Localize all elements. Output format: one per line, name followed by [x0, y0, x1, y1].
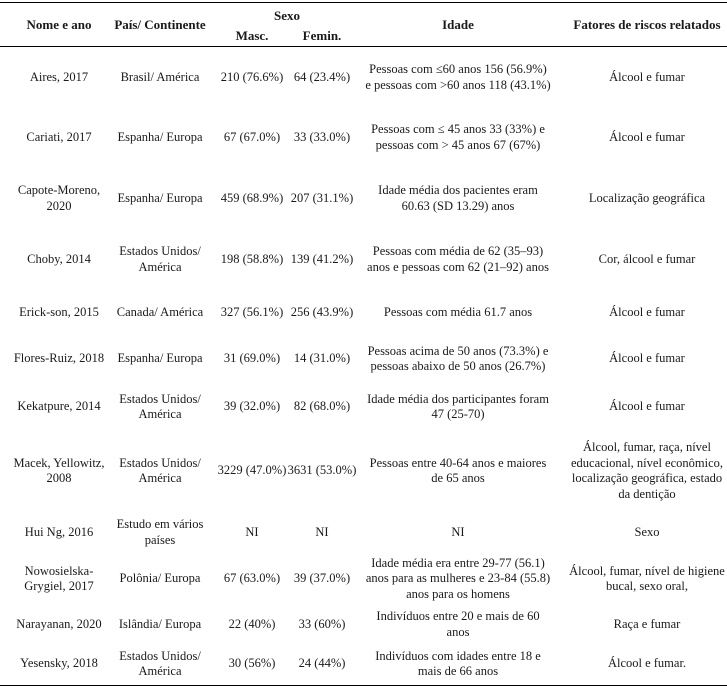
- cell-femin: 33 (33.0%): [293, 129, 351, 144]
- cell-femin: 207 (31.1%): [290, 190, 354, 205]
- cell-femin: 39 (37.0%): [293, 571, 351, 586]
- cell-masc: 39 (32.0%): [223, 399, 281, 414]
- cell-nome: Hui Ng, 2016: [24, 524, 94, 539]
- cell-nome: Narayanan, 2020: [16, 616, 102, 631]
- table-row: [0, 512, 727, 553]
- table-row: [0, 227, 727, 292]
- cell-nome: Aires, 2017: [29, 69, 89, 84]
- table-row: [0, 105, 727, 170]
- cell-fatores: Raça e fumar: [613, 616, 681, 631]
- table-row: [0, 605, 727, 644]
- cell-pais: Canada/ América: [116, 305, 204, 320]
- header-idade: Idade: [442, 17, 474, 32]
- cell-nome: Flores-Ruiz, 2018: [13, 351, 105, 366]
- cell-nome: Macek, Yellowitz, 2008: [13, 455, 105, 485]
- cell-idade: Idade média dos pacientes eram 60.63 (SD 13.29) anos: [378, 183, 538, 213]
- cell-fatores: Álcool e fumar.: [607, 656, 687, 671]
- cell-femin: 139 (41.2%): [290, 251, 354, 266]
- table-row: [0, 644, 727, 684]
- bottom-rule: [0, 685, 727, 686]
- cell-pais: Estudo em vários países: [116, 517, 204, 547]
- cell-pais: Polônia/ Europa: [119, 571, 201, 586]
- cell-femin: NI: [315, 524, 329, 539]
- top-rule: [0, 2, 727, 3]
- cell-fatores: Cor, álcool e fumar: [598, 251, 696, 266]
- cell-femin: 256 (43.9%): [290, 305, 354, 320]
- cell-femin: 24 (44%): [298, 656, 346, 671]
- header-masc: Masc.: [235, 28, 269, 43]
- cell-pais: Espanha/ Europa: [117, 129, 203, 144]
- cell-masc: 459 (68.9%): [220, 190, 284, 205]
- cell-fatores: Álcool e fumar: [609, 351, 685, 366]
- cell-pais: Espanha/ Europa: [117, 190, 203, 205]
- table-row: [0, 430, 727, 512]
- cell-masc: 67 (67.0%): [223, 129, 281, 144]
- cell-fatores: Localização geográfica: [588, 190, 706, 205]
- cell-nome: Kekatpure, 2014: [17, 399, 101, 414]
- header-sexo: Sexo: [274, 8, 300, 23]
- cell-idade: Indivíduos com idades entre 18 e mais de 66 anos: [375, 648, 541, 678]
- cell-idade: Pessoas com média de 62 (35–93) anos e pessoas com 62 (21–92) anos: [367, 244, 549, 274]
- header-nome: Nome e ano: [26, 17, 92, 32]
- cell-nome: Choby, 2014: [27, 251, 91, 266]
- cell-fatores: Álcool e fumar: [609, 305, 685, 320]
- header-rule: [0, 46, 727, 47]
- cell-pais: Estados Unidos/ América: [119, 455, 201, 485]
- cell-masc: 198 (58.8%): [220, 251, 284, 266]
- cell-nome: Erick-son, 2015: [19, 305, 99, 320]
- cell-pais: Islândia/ Europa: [118, 616, 202, 631]
- cell-nome: Capote-Moreno, 2020: [17, 183, 101, 213]
- cell-idade: Pessoas com média 61.7 anos: [383, 305, 533, 320]
- cell-pais: Estados Unidos/ América: [119, 244, 201, 274]
- cell-idade: Pessoas acima de 50 anos (73.3%) e pessoas abaixo de 50 anos (26.7%): [367, 343, 549, 373]
- cell-idade: Idade média dos participantes foram 47 (25-70): [367, 391, 549, 421]
- header-femin: Femin.: [302, 28, 342, 43]
- cell-pais: Estados Unidos/ América: [119, 648, 201, 678]
- cell-masc: 30 (56%): [228, 656, 276, 671]
- cell-pais: Espanha/ Europa: [117, 351, 203, 366]
- table-row: [0, 170, 727, 227]
- cell-masc: 327 (56.1%): [220, 305, 284, 320]
- cell-idade: NI: [451, 524, 465, 539]
- cell-femin: 3631 (53.0%): [287, 463, 357, 478]
- cell-masc: 22 (40%): [228, 616, 276, 631]
- cell-fatores: Álcool e fumar: [609, 399, 685, 414]
- table-row: [0, 50, 727, 105]
- cell-idade: Idade média era entre 29-77 (56.1) anos para as mulheres e 23-84 (55.8) anos para os homens: [365, 555, 551, 601]
- cell-fatores: Álcool e fumar: [609, 129, 685, 144]
- table-row: [0, 334, 727, 384]
- cell-masc: NI: [245, 524, 259, 539]
- cell-nome: Cariati, 2017: [26, 129, 92, 144]
- cell-idade: Pessoas com ≤60 anos 156 (56.9%) e pessoas com >60 anos 118 (43.1%): [365, 62, 551, 92]
- cell-femin: 33 (60%): [298, 616, 346, 631]
- cell-femin: 64 (23.4%): [293, 69, 351, 84]
- cell-masc: 210 (76.6%): [220, 69, 284, 84]
- cell-fatores: Álcool, fumar, raça, nível educacional, nível econômico, localização geográfica, estado da dentição: [570, 440, 724, 501]
- cell-idade: Pessoas com ≤ 45 anos 33 (33%) e pessoas com > 45 anos 67 (67%): [371, 122, 545, 152]
- cell-idade: Pessoas entre 40-64 anos e maiores de 65 anos: [369, 455, 547, 485]
- table-row: [0, 384, 727, 430]
- cell-masc: 3229 (47.0%): [217, 463, 287, 478]
- cell-pais: Estados Unidos/ América: [119, 391, 201, 421]
- cell-femin: 14 (31.0%): [293, 351, 351, 366]
- cell-masc: 67 (63.0%): [223, 571, 281, 586]
- cell-nome: Yesensky, 2018: [20, 656, 98, 671]
- cell-fatores: Álcool, fumar, nível de higiene bucal, sexo oral,: [569, 563, 725, 593]
- cell-masc: 31 (69.0%): [223, 351, 281, 366]
- cell-fatores: Álcool e fumar: [609, 69, 685, 84]
- header-pais: País/ Continente: [114, 17, 206, 32]
- table-row: [0, 292, 727, 334]
- cell-fatores: Sexo: [634, 524, 660, 539]
- table-row: [0, 553, 727, 605]
- cell-nome: Nowosielska-Grygiel, 2017: [24, 563, 94, 593]
- header-fatores: Fatores de riscos relatados: [573, 17, 721, 32]
- cell-idade: Indivíduos entre 20 e mais de 60 anos: [376, 609, 540, 639]
- cell-pais: Brasil/ América: [120, 69, 200, 84]
- cell-femin: 82 (68.0%): [293, 399, 351, 414]
